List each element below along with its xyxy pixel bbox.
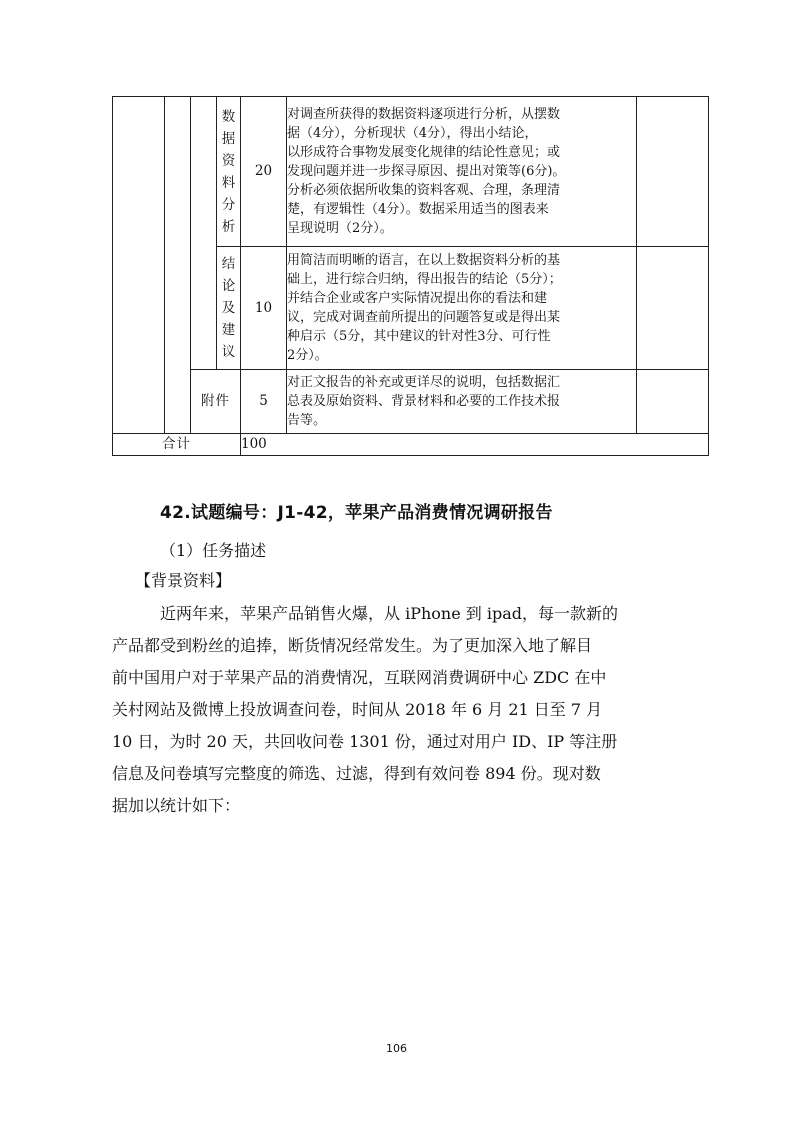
- total-label: 合计: [113, 434, 241, 456]
- page-number: 106: [386, 1042, 407, 1055]
- empty-cell: [113, 97, 165, 434]
- scoring-table: [112, 96, 709, 456]
- table-row: [113, 370, 709, 434]
- task-description-heading: （1）任务描述: [160, 541, 267, 560]
- total-row: [113, 434, 709, 456]
- total-value: 100: [241, 434, 709, 456]
- empty-cell: [637, 97, 709, 247]
- score-cell: 10: [241, 247, 287, 370]
- score-cell: 5: [241, 370, 287, 434]
- annex-label: 附件: [191, 370, 241, 434]
- empty-cell: [637, 247, 709, 370]
- empty-cell: [191, 97, 217, 370]
- score-cell: 20: [241, 97, 287, 247]
- criteria-description: 用简洁而明晰的语言，在以上数据资料分析的基 础上，进行综合归纳，得出报告的结论（5分）； 并结合企业或客户实际情况提出你的看法和建 议，完成对调查前所提出的问题答复或是得出某 种启示（5分，其中建议的针对性3分、可行性 2分）。: [287, 247, 637, 370]
- row-label-data-analysis: 数 据 资 料 分 析: [217, 97, 241, 247]
- empty-cell: [165, 97, 191, 434]
- row-label-conclusion: 结 论 及 建 议: [217, 247, 241, 370]
- background-paragraph: 近两年来，苹果产品销售火爆，从 iPhone 到 ipad，每一款新的 产品都受到粉丝的追捧，断货情况经常发生。为了更加深入地了解目 前中国用户对于苹果产品的消费情况，互联网消费调研中心 ZDC 在中 关村网站及微博上投放调查问卷，时间从 2018 年 6 月 21 日至 7 月 10 日，为时 20 天，共回收问卷 1301 份，通过对用户 ID、IP 等注册 信息及问卷填写完整度的筛选、过滤，得到有效问卷 894 份。现对数 据加以统计如下：: [112, 604, 618, 815]
- empty-cell: [637, 370, 709, 434]
- table-row: [113, 97, 709, 247]
- criteria-description: 对调查所获得的数据资料逐项进行分析，从摆数 据（4分），分析现状（4分），得出小结论， 以形成符合事物发展变化规律的结论性意见；或 发现问题并进一步探寻原因、提出对策等(6分)。 分析必须依据所收集的资料客观、合理，条理清 楚，有逻辑性（4分）。数据采用适当的图表来 呈现说明（2分）。: [287, 97, 637, 247]
- section-heading: 42.试题编号：J1-42，苹果产品消费情况调研报告: [160, 503, 553, 523]
- criteria-description: 对正文报告的补充或更详尽的说明，包括数据汇 总表及原始资料、背景材料和必要的工作技术报 告等。: [287, 370, 637, 434]
- background-heading: 【背景资料】: [135, 571, 232, 590]
